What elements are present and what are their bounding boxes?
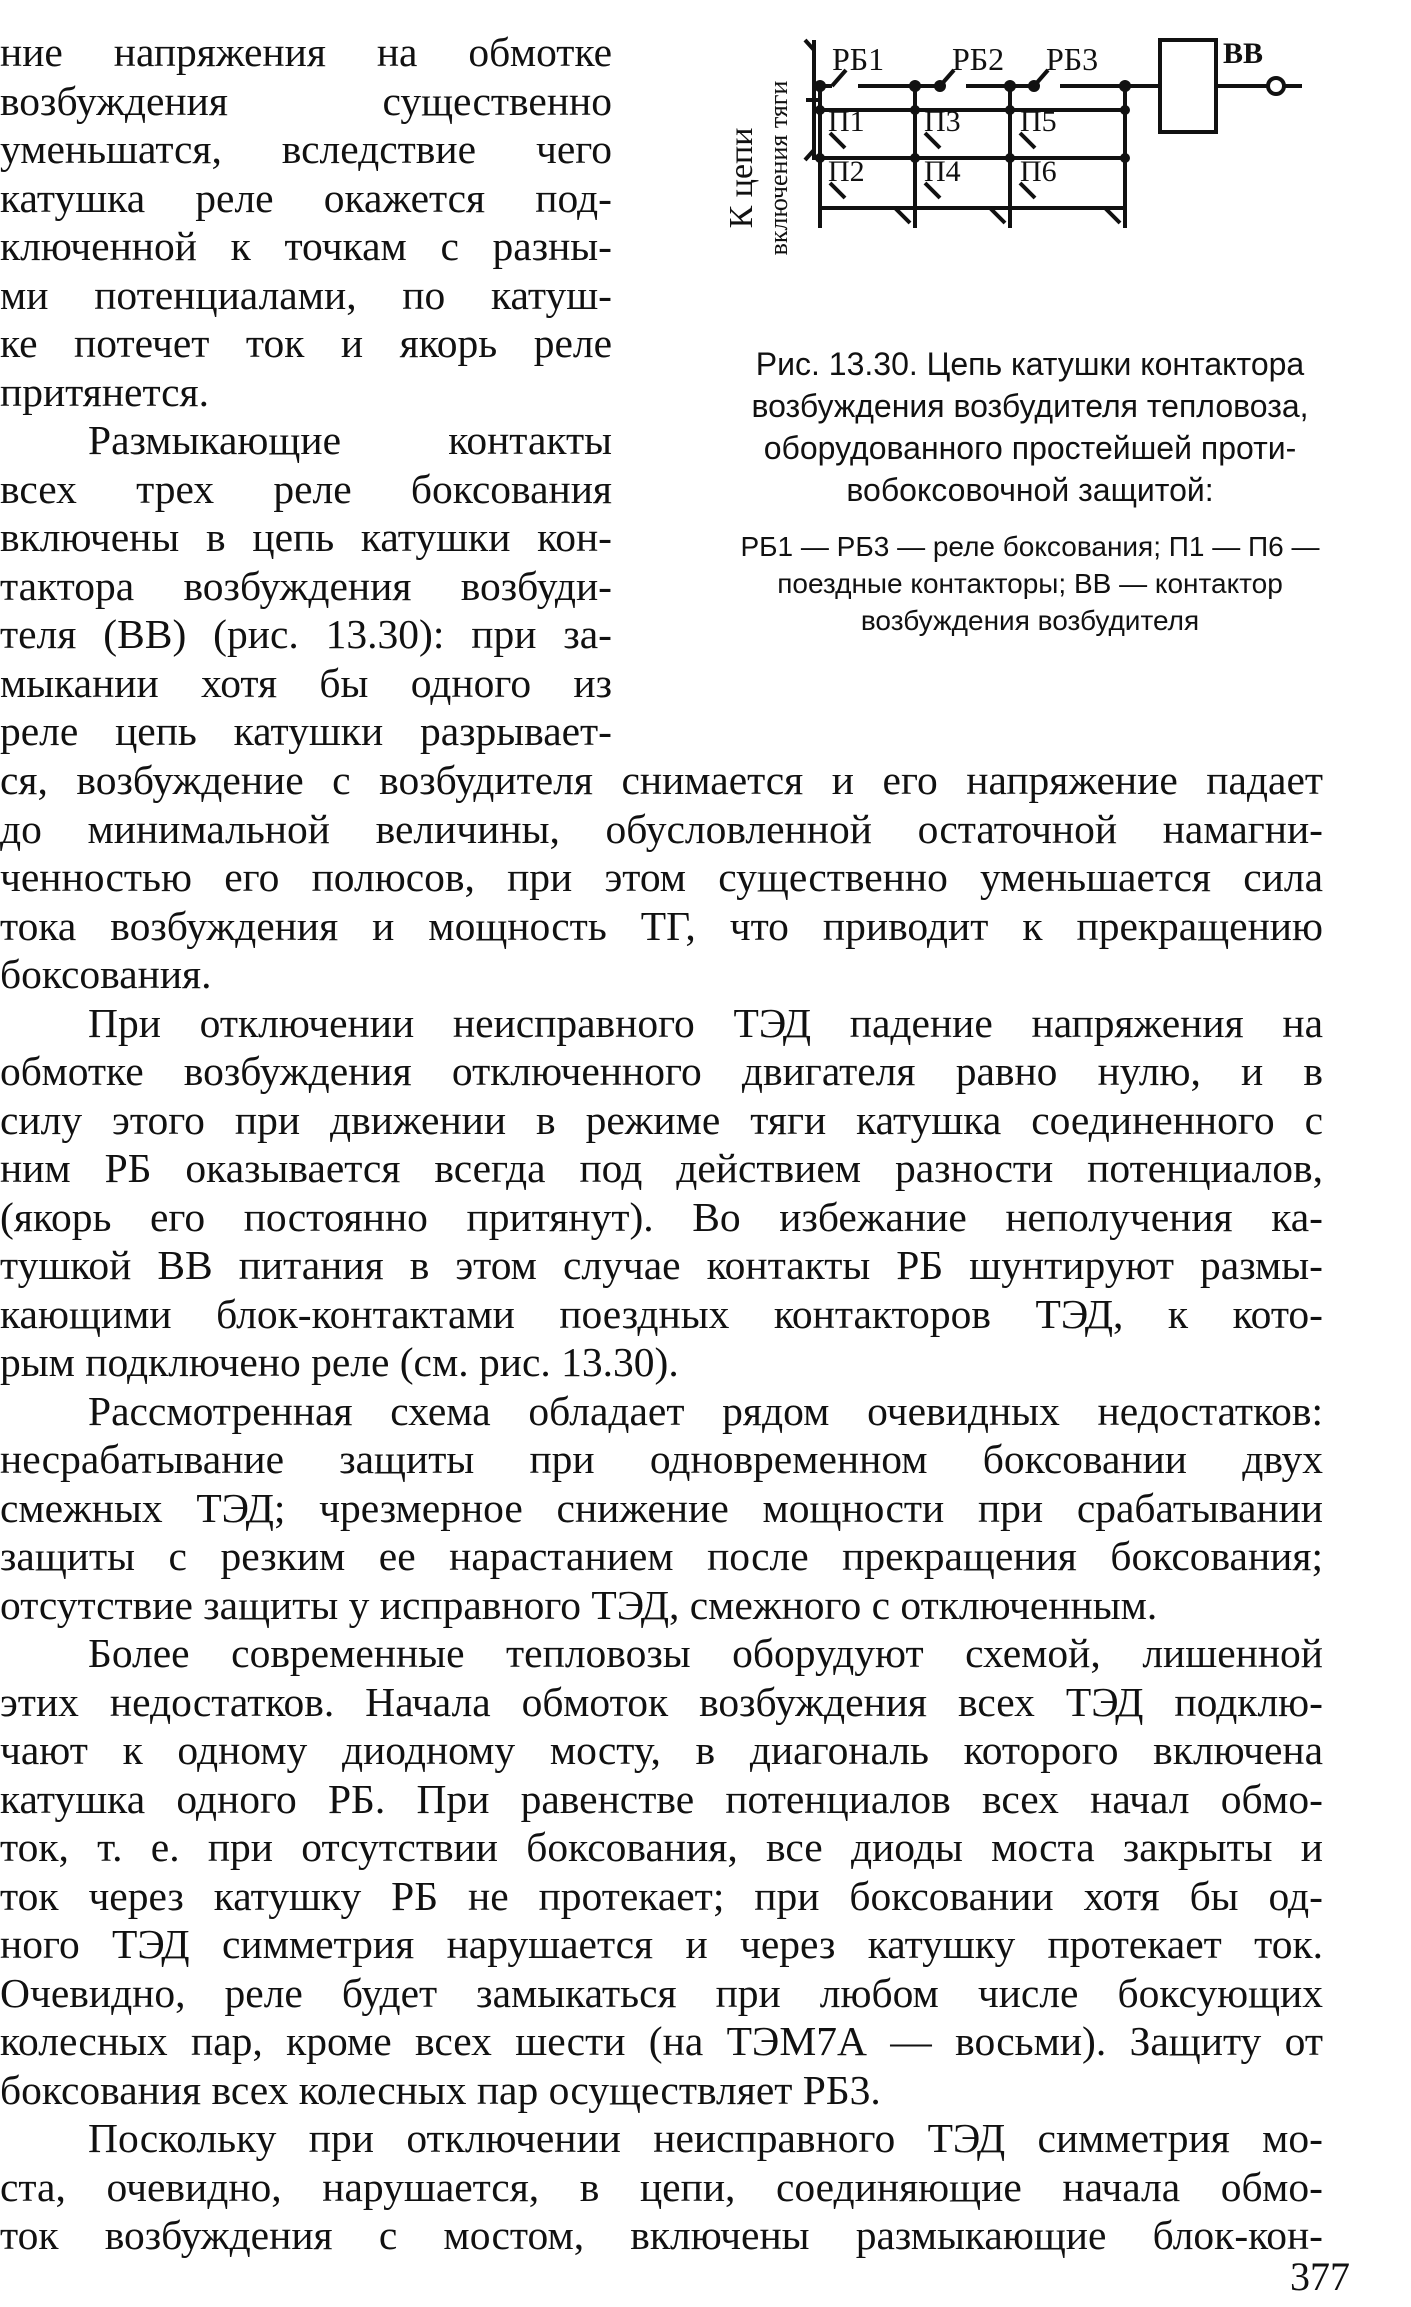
caption-line: вобоксовочной защитой: [846,472,1214,508]
relay-rail [820,70,1125,228]
text-line: притянется. [0,368,209,415]
text-line: ченностью его полюсов, при этом существенно уменьшается сила [0,854,1323,900]
relay-label-3: РБ3 [1046,41,1099,77]
contactor-grid [820,86,1125,228]
text-line: Поскольку при отключении неисправного ТЭД симметрия мо- [88,2115,1323,2161]
text-line: Очевидно, реле будет замыкаться при любом числе боксующих [0,1969,1323,2016]
text-line: ке потечет ток и якорь реле [0,320,612,366]
figure-left-label-top: К цепи [723,127,760,229]
contactor-label-p5: П5 [1020,105,1057,138]
caption-line: возбуждения возбудителя тепловоза, [751,388,1309,424]
text-line: этих недостатков. Начала обмоток возбуждения всех ТЭД подклю- [0,1678,1323,1725]
output-terminal [1268,78,1284,94]
vv-coil-box [1160,40,1216,132]
text-line: тока возбуждения и мощность ТГ, что приводит к прекращению [0,902,1323,949]
text-line: смежных ТЭД; чрезмерное снижение мощности при срабатывании [0,1484,1323,1531]
text-line: Рассмотренная схема обладает рядом очевидных недостатков: [88,1387,1323,1434]
text-line: катушка одного РБ. При равенстве потенциалов всех начал обмо- [0,1775,1323,1822]
legend-line: поездные контакторы; ВВ — контактор [777,568,1283,599]
text-line: ток, т. е. при отсутствии боксования, все диоды моста закрыты и [0,1824,1323,1870]
text-line: включены в цепь катушки кон- [0,514,612,560]
vv-label: ВВ [1223,37,1264,70]
text-line: силу этого при движении в режиме тяги катушка соединенного с [0,1096,1323,1143]
text-line: чают к одному диодному мосту, в диагональ которого включена [0,1727,1323,1773]
text-line: тушкой ВВ питания в этом случае контакты РБ шунтируют размы- [0,1242,1323,1288]
text-line: теля (ВВ) (рис. 13.30): при за- [0,611,612,657]
legend-line: возбуждения возбудителя [860,605,1200,636]
text-line: ся, возбуждение с возбудителя снимается и его напряжение падает [0,757,1323,803]
figure-caption [680,343,1380,511]
text-line: реле цепь катушки разрывает- [0,708,612,754]
text-line: всех трех реле боксования [0,465,612,512]
caption-line: Рис. 13.30. Цепь катушки контактора [755,346,1305,382]
text-line: тактора возбуждения возбуди- [0,562,612,609]
text-line: ток через катушку РБ не протекает; при боксовании хотя бы од- [0,1872,1323,1919]
text-line: несрабатывание защиты при одновременном боксовании двух [0,1436,1323,1482]
text-line: отсутствие защиты у исправного ТЭД, смежного с отключенным. [0,1581,1158,1628]
text-line: Более современные тепловозы оборудуют схемой, лишенной [88,1630,1323,1676]
text-line: Размыкающие контакты [88,417,612,463]
text-line: до минимальной величины, обусловленной остаточной намагни- [0,805,1323,852]
text-line: ние напряжения на обмотке [0,29,612,75]
contactor-label-p6: П6 [1020,155,1057,188]
text-line: ключенной к точкам с разны- [0,223,612,269]
text-line: кающими блок-контактами поездных контакторов ТЭД, к кото- [0,1290,1323,1337]
legend-line: РБ1 — РБ3 — реле боксования; П1 — П6 — [740,531,1320,562]
text-line: (якорь его постоянно притянут). Во избежание неполучения ка- [0,1193,1323,1240]
contactor-label-p4: П4 [924,155,961,188]
text-line: возбуждения существенно [0,77,612,124]
relay-label-2: РБ2 [952,41,1005,77]
text-column-full [0,756,1411,2260]
contactor-label-p2: П2 [828,155,865,188]
contactor-label-p3: П3 [924,105,961,138]
circuit-diagram [680,18,1380,318]
figure-left-label-bottom: включения тяги [764,80,793,256]
text-line: ста, очевидно, нарушается, в цепи, соединяющие начала обмо- [0,2163,1323,2210]
text-line: защиты с резким ее нарастанием после прекращения боксования; [0,1533,1323,1579]
caption-line: оборудованного простейшей проти- [763,430,1297,466]
contactor-label-p1: П1 [828,105,865,138]
text-line: ми потенциалами, по катуш- [0,271,612,318]
text-line: ток возбуждения с мостом, включены размыкающие блок-кон- [0,2212,1323,2258]
text-line: боксования. [0,951,212,997]
text-line: обмотке возбуждения отключенного двигателя равно нулю, и в [0,1048,1323,1094]
text-line: колесных пар, кроме всех шести (на ТЭМ7А — восьми). Защиту от [0,2018,1323,2064]
page-number: 377 [1290,2254,1350,2299]
text-line: При отключении неисправного ТЭД падение напряжения на [88,999,1323,1046]
text-line: уменьшатся, вследствие чего [0,126,612,172]
figure-13-30 [680,18,1380,638]
text-line: катушка реле окажется под- [0,174,612,221]
text-line: ного ТЭД симметрия нарушается и через катушку протекает ток. [0,1921,1323,1967]
text-line: ним РБ оказывается всегда под действием разности потенциалов, [0,1145,1323,1191]
relay-label-1: РБ1 [832,41,885,77]
text-line: боксования всех колесных пар осуществляет РБ3. [0,2066,881,2113]
figure-legend [680,528,1380,639]
text-line: мыкании хотя бы одного из [0,659,612,706]
text-column-top-left [0,28,640,756]
text-line: рым подключено реле (см. рис. 13.30). [0,1339,679,1385]
